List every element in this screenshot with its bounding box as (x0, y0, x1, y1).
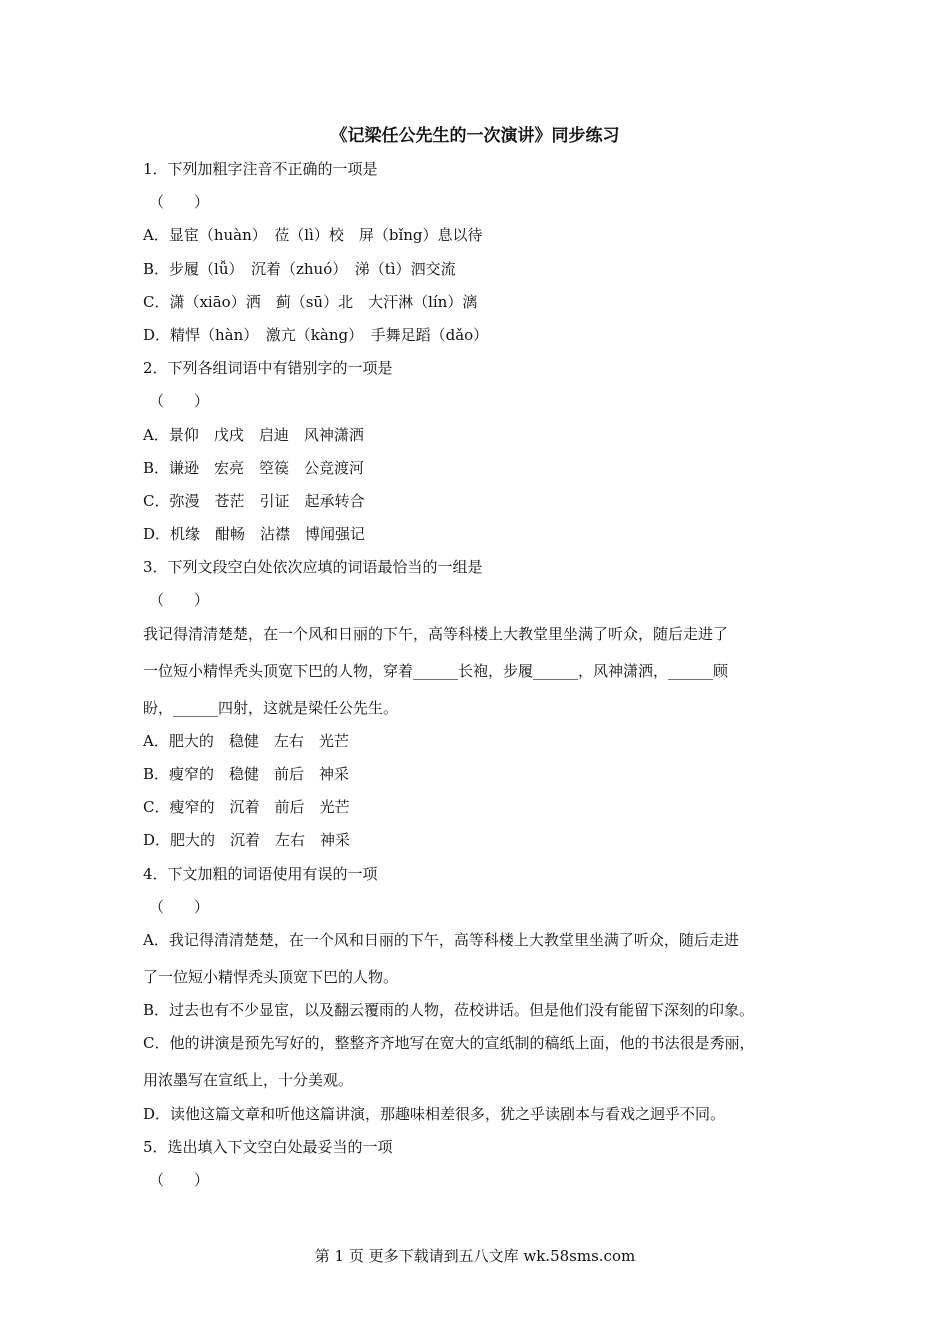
document-body (143, 158, 823, 1202)
question-4-option-c-line-2: 用浓墨写在宣纸上，十分美观。 (143, 1071, 354, 1090)
question-2-option-b: B．谦逊 宏亮 箜篌 公竞渡河 (143, 458, 365, 477)
question-5-stem: 5．选出填入下文空白处最妥当的一项 (143, 1137, 393, 1156)
question-2-option-c: C．弥漫 苍茫 引证 起承转合 (143, 491, 365, 510)
question-1-option-a: A．显宦（huàn） 莅（lì）校 屏（bǐng）息以待 (143, 226, 483, 245)
question-3-passage-line-2: 一位短小精悍秃头顶宽下巴的人物，穿着______长袍，步履______，风神潇洒，______顾 (143, 661, 729, 680)
question-3-option-a: A．肥大的 稳健 左右 光芒 (143, 731, 349, 750)
page-footer: 第 1 页 更多下载请到五八文库 wk.58sms.com (314, 1247, 636, 1265)
question-4-option-d: D．读他这篇文章和听他这篇讲演，那趣味相差很多，犹之乎读剧本与看戏之迥乎不同。 (143, 1104, 726, 1123)
question-2-answer-bracket: （ ） (149, 392, 210, 411)
question-3-option-b: B．瘦窄的 稳健 前后 神采 (143, 765, 350, 783)
question-1-option-d: D．精悍（hàn） 激亢（kàng） 手舞足蹈（dǎo） (143, 325, 489, 344)
question-3-passage-line-1: 我记得清清楚楚，在一个风和日丽的下午，高等科楼上大教堂里坐满了听众，随后走进了 (143, 624, 729, 643)
question-3-option-c: C．瘦窄的 沉着 前后 光芒 (143, 798, 350, 817)
question-3-option-d: D．肥大的 沉着 左右 神采 (143, 831, 351, 850)
document-title: 《记梁任公先生的一次演讲》同步练习 (330, 126, 620, 146)
question-4-option-a-line-1: A．我记得清清楚楚，在一个风和日丽的下午，高等科楼上大教堂里坐满了听众，随后走进 (143, 930, 739, 949)
question-4-option-b: B．过去也有不少显宦，以及翻云覆雨的人物，莅校讲话。但是他们没有能留下深刻的印象。 (143, 1001, 755, 1020)
question-1-option-b: B．步履（lǚ） 沉着（zhuó） 涕（tì）泗交流 (143, 259, 456, 278)
question-3-answer-bracket: （ ） (149, 591, 210, 610)
question-4-stem: 4．下文加粗的词语使用有误的一项 (143, 864, 378, 883)
question-2-option-d: D．机缘 酣畅 沾襟 博闻强记 (143, 525, 366, 544)
question-3-stem: 3．下列文段空白处依次应填的词语最恰当的一组是 (143, 558, 483, 577)
question-1-option-c: C．潇（xiāo）洒 蓟（sū）北 大汗淋（lín）漓 (143, 292, 478, 311)
question-1-stem: 1．下列加粗字注音不正确的一项是 (143, 160, 378, 178)
question-4-option-a-line-2: 了一位短小精悍秃头顶宽下巴的人物。 (143, 967, 399, 986)
question-3-passage-line-3: 盼，______四射，这就是梁任公先生。 (143, 698, 399, 717)
question-2-stem: 2．下列各组词语中有错别字的一项是 (143, 359, 393, 378)
question-1-answer-bracket: （ ） (149, 193, 210, 212)
question-4-option-c-line-1: C．他的讲演是预先写好的，整整齐齐地写在宽大的宣纸制的稿纸上面，他的书法很是秀丽， (143, 1034, 755, 1053)
question-2-option-a: A．景仰 戊戌 启迪 风神潇洒 (143, 425, 364, 444)
question-4-answer-bracket: （ ） (149, 897, 210, 916)
question-5-answer-bracket: （ ） (149, 1170, 210, 1189)
